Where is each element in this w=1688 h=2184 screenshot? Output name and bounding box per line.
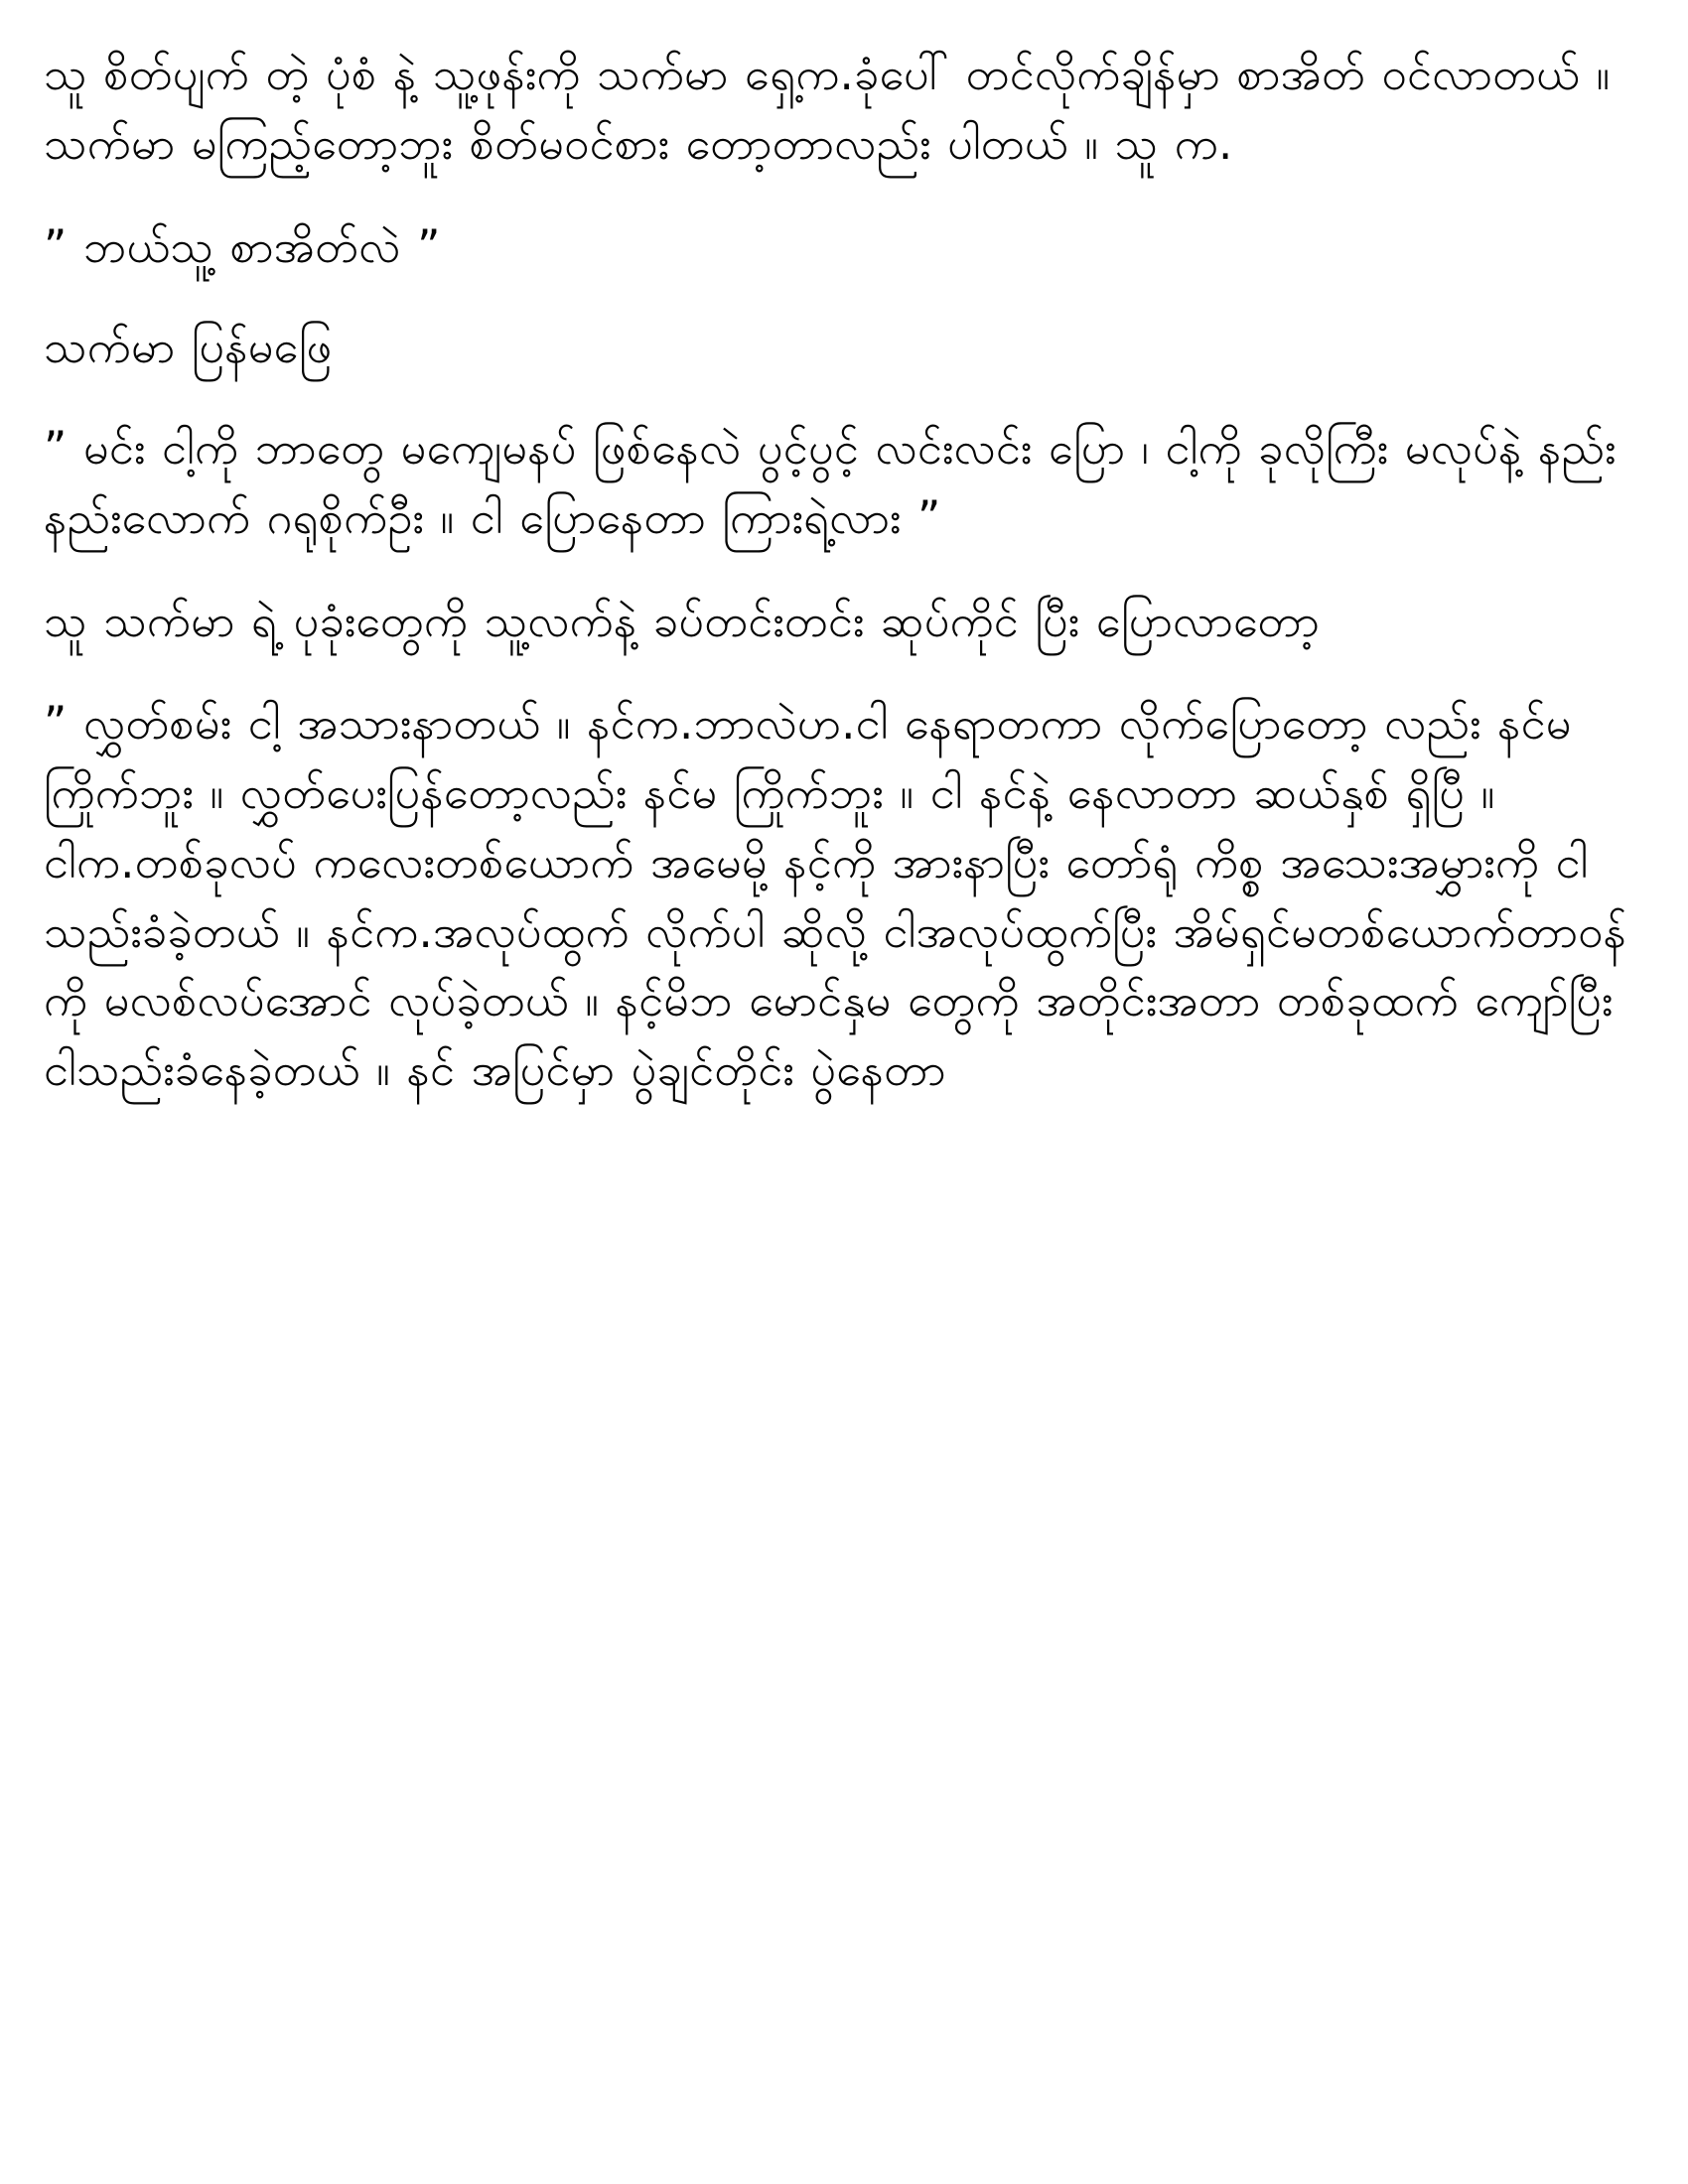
- document-body: [44, 40, 1632, 1105]
- paragraph-4-dialogue: ” မင်း ငါ့ကို ဘာတွေ မကျေမနပ် ဖြစ်နေလဲ ပွင့်ပွင့် လင်းလင်း ပြော ၊ ငါ့ကို ခုလိုကြီး မလုပ်နဲ့ နည်းနည်းလောက် ဂရုစိုက်ဦး ။ ငါ ပြောနေတာ ကြားရဲ့လား ”: [44, 422, 1617, 544]
- paragraph-5: သူ သက်မာ ရဲ့ ပုခုံးတွေကို သူ့လက်နဲ့ ခပ်တင်းတင်း ဆုပ်ကိုင် ပြီး ပြောလာတော့: [44, 594, 1320, 647]
- paragraph-3: သက်မာ ပြန်မဖြေ: [44, 321, 333, 374]
- paragraph-6-dialogue: ” လွှတ်စမ်း ငါ့ အသားနာတယ် ။ နင်က.ဘာလဲဟ.ငါ နေရာတကာ လိုက်ပြောတော့ လည်း နင်မကြိုက်ဘူး ။ လွှတ်ပေးပြန်တော့လည်း နင်မ ကြိုက်ဘူး ။ ငါ နင်နဲ့ နေလာတာ ဆယ်နှစ် ရှိပြီ ။ ငါက.တစ်ခုလပ် ကလေးတစ်ယောက် အမေမို့ နင့်ကို အားနာပြီး တော်ရုံ ကိစ္စ အသေးအမွှားကို ငါသည်းခံခဲ့တယ် ။ နင်က.အလုပ်ထွက် လိုက်ပါ ဆိုလို့ ငါအလုပ်ထွက်ပြီး အိမ်ရှင်မတစ်ယောက်တာဝန်ကို မလစ်လပ်အောင် လုပ်ခဲ့တယ် ။ နင့်မိဘ မောင်နှမ တွေကို အတိုင်းအတာ တစ်ခုထက် ကျော်ပြီး ငါသည်းခံနေခဲ့တယ် ။ နင် အပြင်မှာ ပွဲချင်တိုင်း ပွဲနေတာ: [44, 697, 1630, 1096]
- paragraph-1: သူ စိတ်ပျက် တဲ့ ပုံစံ နဲ့ သူ့ဖုန်းကို သက်မာ ရှေ့က.ခုံပေါ် တင်လိုက်ချိန်မှာ စာအိတ် ဝင်လာတယ် ။ သက်မာ မကြည့်တော့ဘူး စိတ်မဝင်စား တော့တာလည်း ပါတယ် ။ သူ က.: [44, 48, 1626, 170]
- paragraph-2-dialogue: ” ဘယ်သူ့ စာအိတ်လဲ ”: [44, 219, 441, 273]
